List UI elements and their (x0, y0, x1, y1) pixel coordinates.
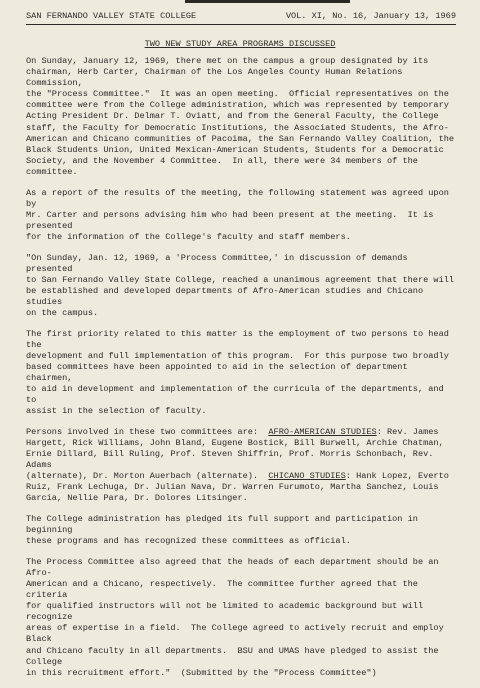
issue-info: VOL. XI, No. 16, January 13, 1969 (285, 11, 456, 21)
committees-intro: Persons involved in these two committees are: (26, 426, 269, 437)
paragraph-statement: "On Sunday, Jan. 12, 1969, a 'Process Committee,' in discussion of demands presented to San Fernando Valley State College, reached a unanimous agreement that there will be established and developed departments of Afro-American studies and Chicano studies on the campus. (26, 252, 455, 318)
top-rule (185, 0, 350, 3)
article-body (26, 56, 458, 688)
chicano-heading: CHICANO STUDIES (268, 471, 346, 482)
college-name: SAN FERNANDO VALLEY STATE COLLEGE (26, 11, 197, 21)
paragraph-support: The College administration has pledged its full support and participation in beginning these programs and has recognized these committees as official. (26, 513, 418, 547)
headline (0, 38, 480, 50)
headline-text: TWO NEW STUDY AREA PROGRAMS DISCUSSED (144, 39, 336, 49)
chicano-members: : Hank Lopez, Everto Ruiz, Frank Lechuga, Dr. Julian Nava, Dr. Warren Furumoto, Martha Sanchez, Louis Garcia, Nellie Para, Dr. Dolores Litsinger. (26, 471, 449, 504)
afro-american-members: : Rev. James Hargett, Rick Williams, John Bland, Eugene Bostick, Bill Burwell, Archie Chatman, Ernie Dillard, Bill Ruling, Prof. Steven Shiffrin, Prof. Morris Schonbach, Rev. Adams (alternate), Dr. Morton Auerbach (alternate). (26, 426, 444, 482)
afro-american-heading: AFRO-AMERICAN STUDIES (268, 426, 377, 437)
masthead-rule (26, 24, 456, 25)
masthead (26, 9, 456, 23)
paragraph-report: As a report of the results of the meeting, the following statement was agreed upon by Mr. Carter and persons advising him who had been present at the meeting. It is presented for the information of the College's faculty and staff members. (26, 187, 449, 242)
paragraph-meeting: On Sunday, January 12, 1969, there met on the campus a group designated by its chairman, Herb Carter, Chairman of the Los Angeles County Human Relations Commission, the "Process Committee." It was an open meeting. Official representatives on the committee were from the College administration, which was represented by temporary Acting President Dr. Delmar T. Oviatt, and from the General Faculty, the College staff, the Faculty for Democratic Institutions, the Associated Students, the Afro- American and Chicano communities of Pacoima, the San Fernando Valley Coalition, the Black Students Union, United Mexican-American Students, Students for a Democratic Society, and the November 4 Committee. In all, there were 34 members of the committee. (26, 56, 455, 177)
paragraph-committees (26, 427, 458, 505)
paragraph-priority: The first priority related to this matter is the employment of two persons to head the development and full implementation of this program. For this purpose two broadly based committees have been appointed to aid in the selection of department chairmen, to aid in development and implementation of the curricula of the departments, and to assist in the selection of faculty. (26, 328, 449, 417)
paragraph-agreement: The Process Committee also agreed that the heads of each department should be an Afro- American and a Chicano, respectively. The committee further agreed that the criteria for qualified instructors will not be limited to academic background but will recognize areas of expertise in a field. The College agreed to actively recruit and employ Black and Chicano faculty in all departments. BSU and UMAS have pledged to assist the College in this recruitment effort." (Submitted by the "Process Committee") (26, 556, 444, 678)
